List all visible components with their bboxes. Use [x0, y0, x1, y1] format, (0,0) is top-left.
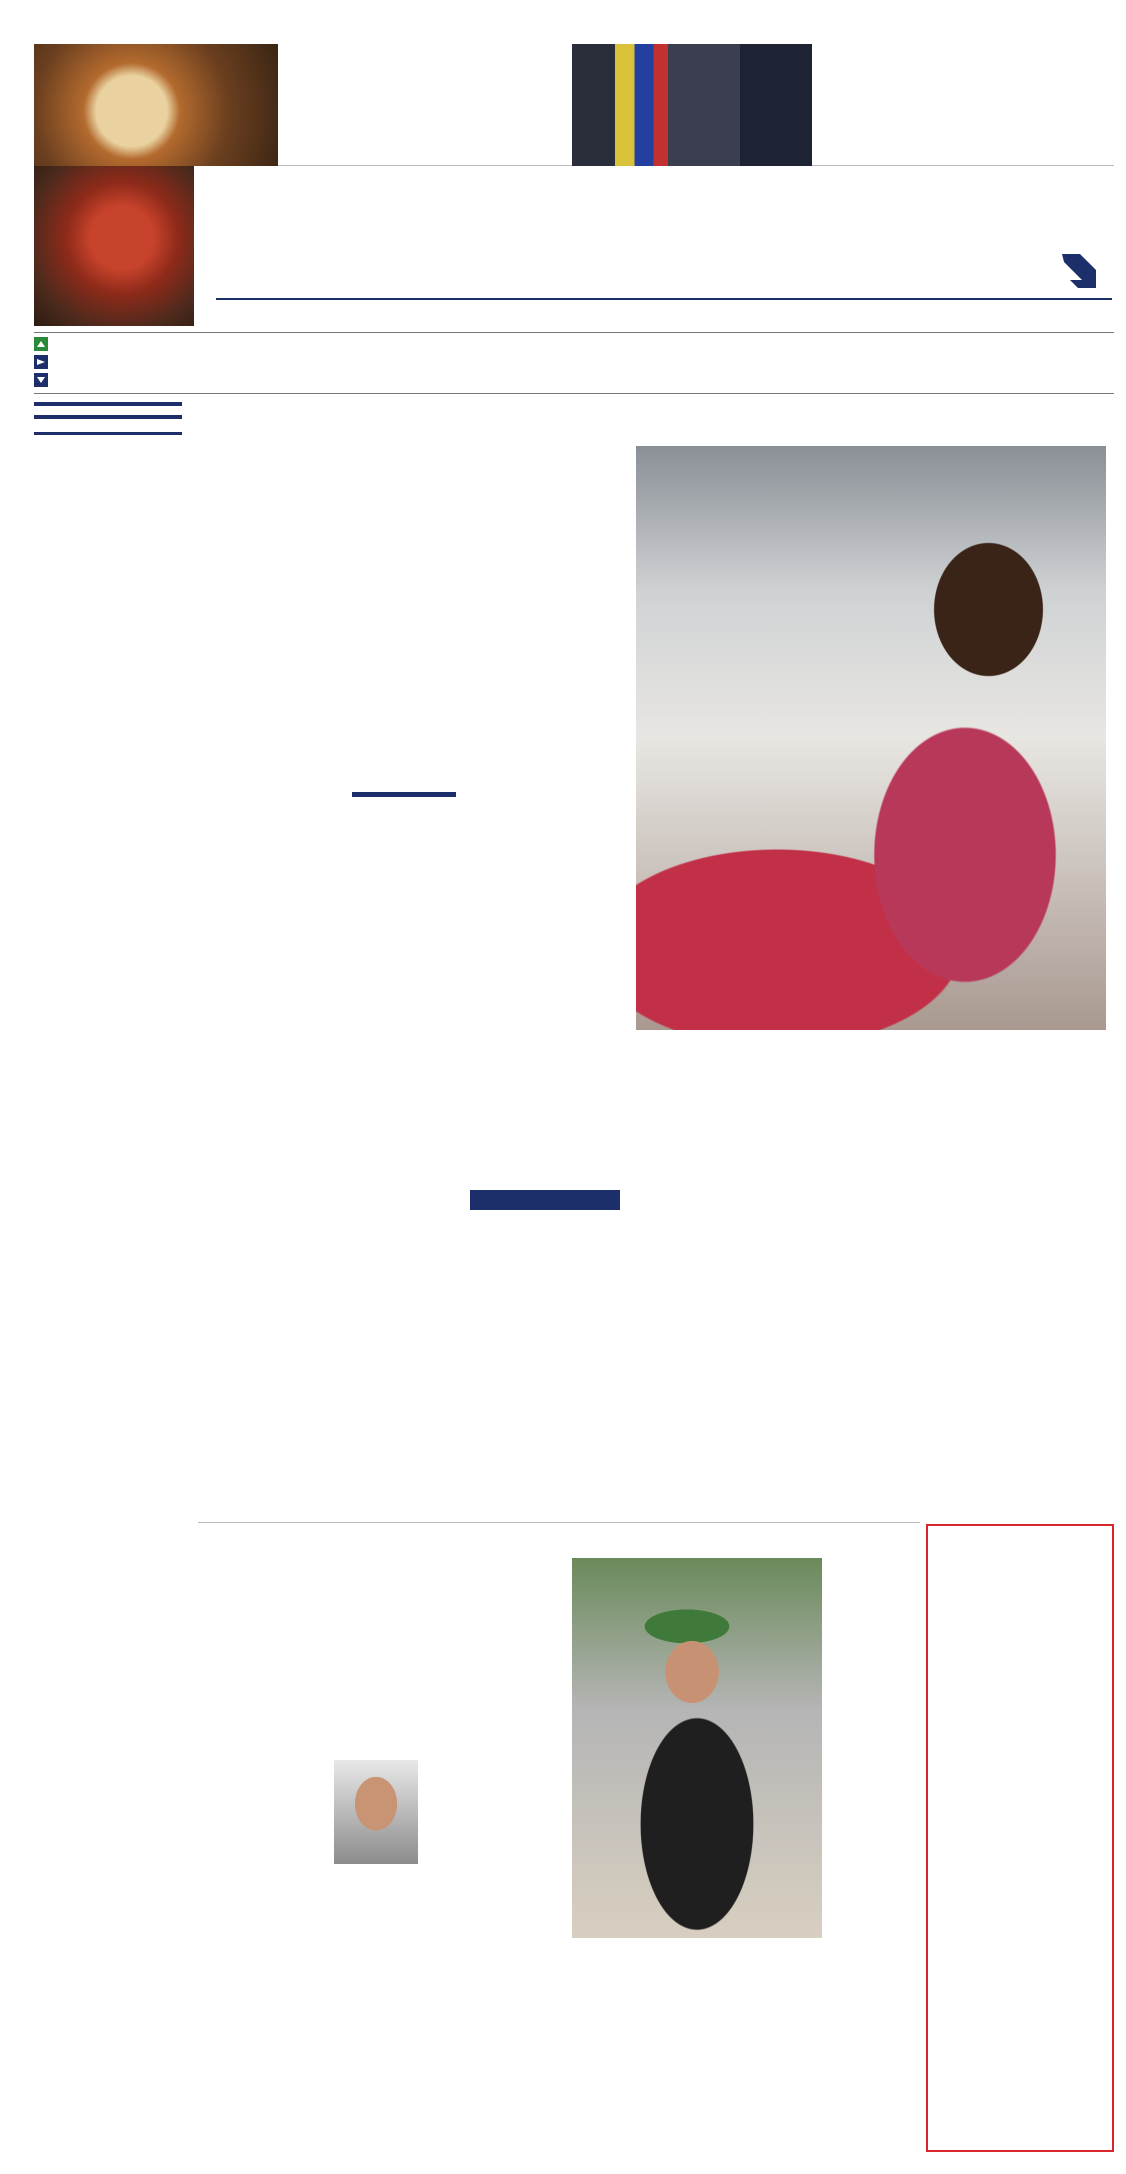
food-photo-secondary — [34, 166, 194, 326]
seamstress-photo — [636, 446, 1106, 1030]
por-ciudades-title — [470, 1190, 620, 1210]
city-unemployment-chart — [628, 1208, 800, 1216]
ceremony-photo — [572, 44, 812, 166]
bolsa-title — [34, 402, 182, 406]
market-ticker — [34, 332, 1114, 394]
cart-chart-plot — [826, 1206, 1108, 1476]
por-ciudades-box — [470, 1190, 620, 1480]
banner-right-text — [820, 52, 1110, 56]
petroleo-box — [926, 1524, 1114, 2152]
arrow-down-right-icon — [1056, 248, 1102, 294]
food-photo — [34, 44, 278, 166]
sidebar — [34, 402, 182, 2157]
econotas-title — [34, 432, 182, 439]
fact-box — [352, 792, 456, 805]
baker-photo — [572, 1558, 822, 1938]
section-divider — [198, 1522, 920, 1523]
masthead-rule — [216, 298, 1112, 300]
ticker-arrows — [34, 337, 50, 393]
banner-left-text — [288, 52, 566, 56]
david-collas-photo — [334, 1760, 418, 1864]
indices-title — [34, 415, 182, 419]
cartagena-unemployment-chart — [826, 1204, 1108, 1524]
ticker-arrow-icons — [34, 337, 48, 389]
